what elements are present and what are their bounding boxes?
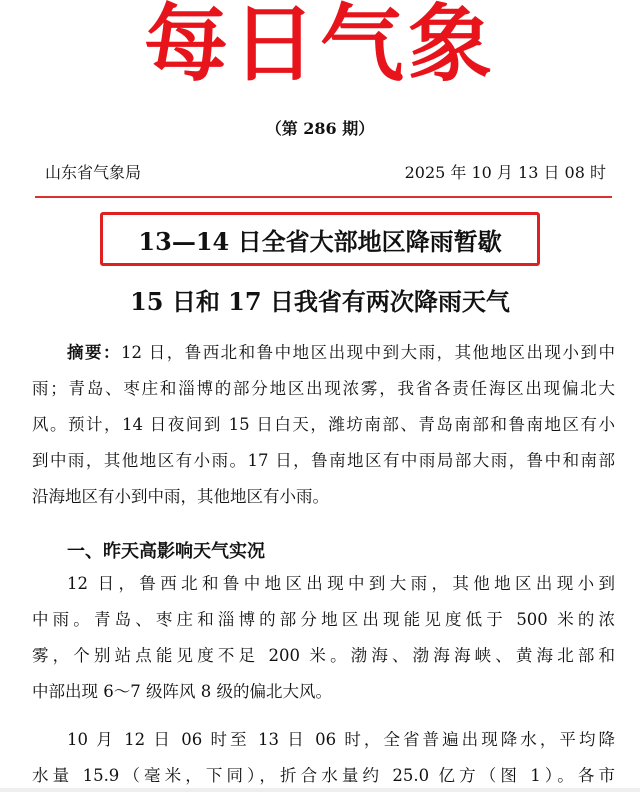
- abstract-label: 摘要：: [67, 343, 121, 362]
- masthead-title: 每日气象: [143, 0, 496, 93]
- issuing-agency: 山东省气象局: [45, 163, 142, 182]
- body-line: 水量 15.9（毫米，下同），折合水量约 25.0 亿方（图 1）。各市: [32, 766, 615, 785]
- body-line: 12 日，鲁西北和鲁中地区出现中到大雨，其他地区出现小到: [67, 574, 615, 593]
- abstract-line: 到中雨，其他地区有小雨。17 日，鲁南地区有中雨局部大雨，鲁中和南部: [32, 451, 615, 470]
- issue-number: （第 286 期）: [265, 119, 375, 138]
- abstract-text: 12 日，鲁西北和鲁中地区出现中到大雨，其他地区出现小到中: [120, 343, 616, 362]
- body-line: 中雨。青岛、枣庄和淄博的部分地区出现能见度低于 500 米的浓: [32, 610, 615, 629]
- issue-date: 2025 年 10 月 13 日 08 时: [404, 163, 606, 182]
- body-line: 中部出现 6～7 级阵风 8 级的偏北大风。: [32, 682, 332, 701]
- abstract-line: 雨；青岛、枣庄和淄博的部分地区出现浓雾，我省各责任海区出现偏北大: [32, 379, 615, 398]
- body-line: 10 月 12 日 06 时至 13 日 06 时，全省普遍出现降水，平均降: [67, 730, 615, 749]
- section-heading: 一、昨天高影响天气实况: [67, 541, 265, 562]
- abstract-line: 风。预计，14 日夜间到 15 日白天，潍坊南部、青岛南部和鲁南地区有小: [32, 415, 615, 434]
- abstract-line: [67, 343, 615, 363]
- page-bottom-edge: [0, 788, 640, 792]
- subtitle: 15 日和 17 日我省有两次降雨天气: [130, 287, 510, 316]
- body-line: 雾，个别站点能见度不足 200 米。渤海、渤海海峡、黄海北部和: [32, 646, 615, 665]
- headline: 13—14 日全省大部地区降雨暂歇: [138, 226, 502, 256]
- abstract-line: 沿海地区有小到中雨，其他地区有小雨。: [32, 487, 329, 506]
- header-divider: [35, 196, 612, 198]
- headline-box: [100, 212, 540, 266]
